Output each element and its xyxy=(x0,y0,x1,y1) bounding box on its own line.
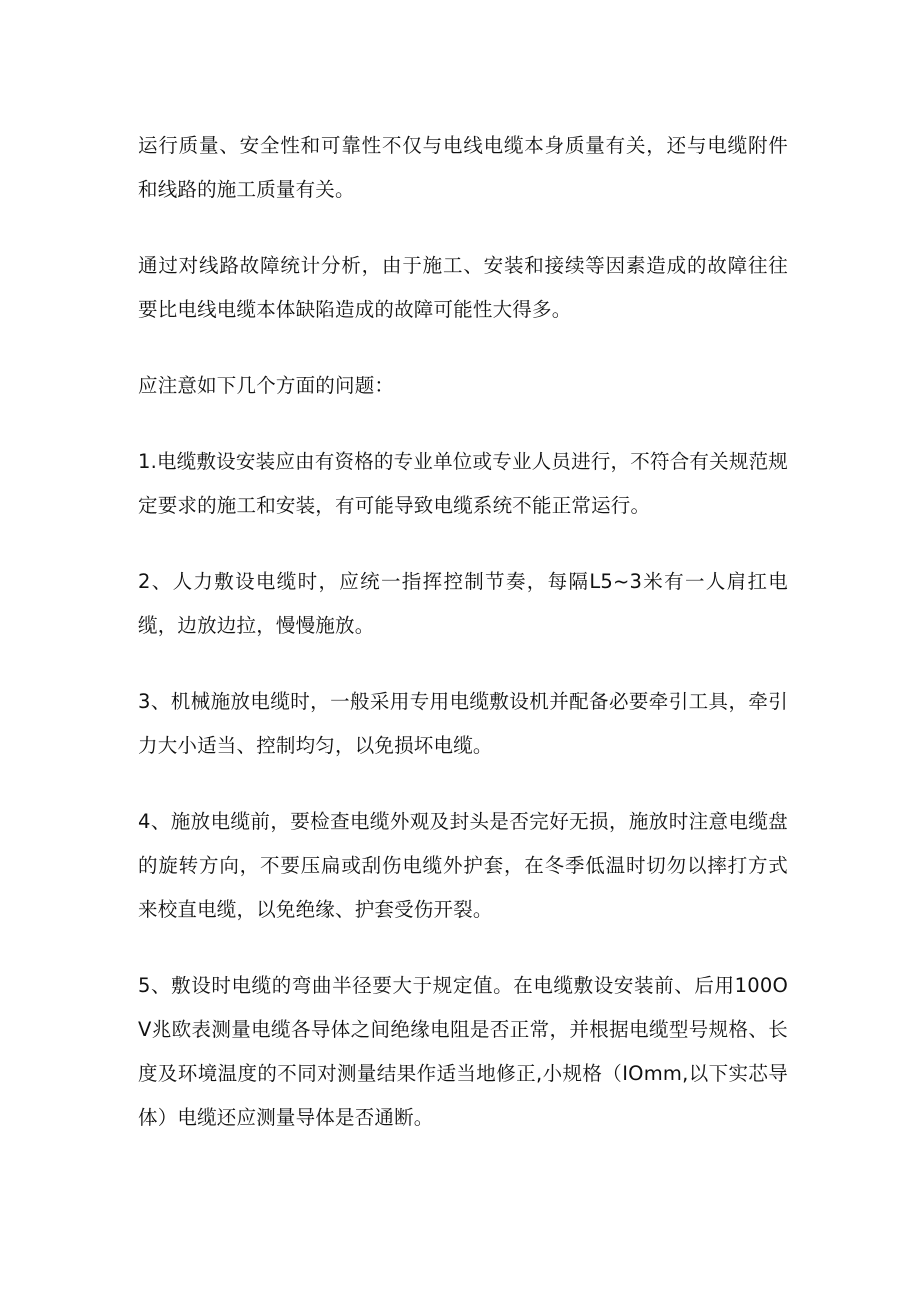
paragraph-item-2: 2、人力敷设电缆时，应统一指挥控制节奏，每隔L5~3米有一人肩扛电缆，边放边拉，慢慢施放。 xyxy=(138,570,788,637)
paragraph-notice-intro: 应注意如下几个方面的问题： xyxy=(138,374,395,397)
paragraph-item-3: 3、机械施放电缆时，一般采用专用电缆敷设机并配备必要牵引工具，牵引力大小适当、控制均匀，以免损坏电缆。 xyxy=(138,690,788,757)
paragraph-item-1: 1.电缆敷设安装应由有资格的专业单位或专业人员进行，不符合有关规范规定要求的施工和安装，有可能导致电缆系统不能正常运行。 xyxy=(138,450,788,517)
paragraph-cable-quality: 运行质量、安全性和可靠性不仅与电线电缆本身质量有关，还与电缆附件和线路的施工质量有关。 xyxy=(138,134,788,201)
paragraph-item-4: 4、施放电缆前，要检查电缆外观及封头是否完好无损，施放时注意电缆盘的旋转方向，不要压扁或刮伤电缆外护套，在冬季低温时切勿以摔打方式来校直电缆，以免绝缘、护套受伤开裂。 xyxy=(138,810,788,921)
paragraph-item-5: 5、敷设时电缆的弯曲半径要大于规定值。在电缆敷设安装前、后用100OV兆欧表测量电缆各导体之间绝缘电阻是否正常，并根据电缆型号规格、长度及环境温度的不同对测量结果作适当地修正,小规格（IOmm,以下实芯导体）电缆还应测量导体是否通断。 xyxy=(138,974,788,1129)
document-body xyxy=(138,124,788,1172)
paragraph-fault-analysis: 通过对线路故障统计分析，由于施工、安装和接续等因素造成的故障往往要比电线电缆本体缺陷造成的故障可能性大得多。 xyxy=(138,254,788,321)
